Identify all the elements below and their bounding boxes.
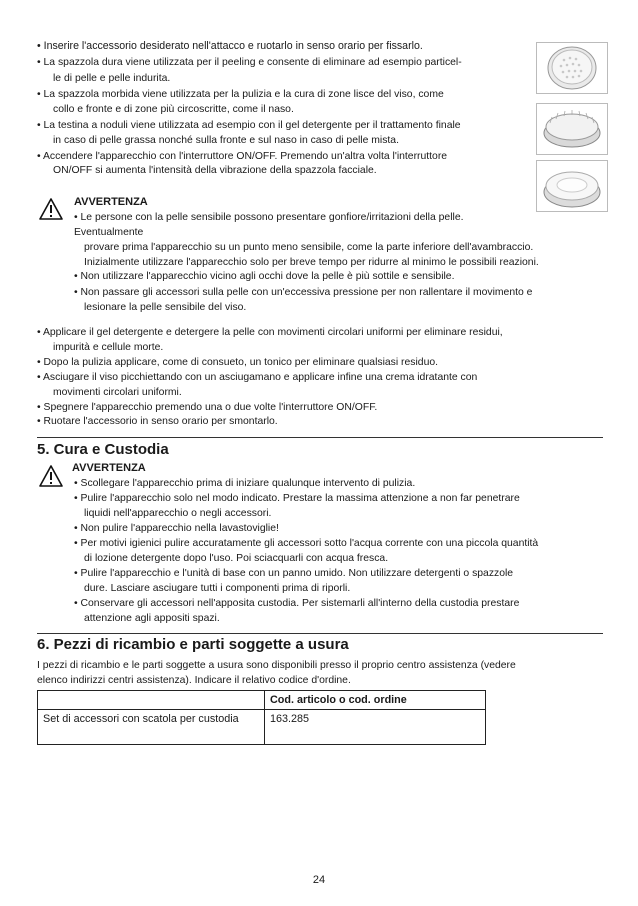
care-line: • Pulire l'apparecchio solo nel modo indicato. Prestare la massima attenzione a non far penetrare bbox=[74, 493, 520, 504]
table-header-row bbox=[38, 691, 486, 710]
warning-triangle-icon bbox=[38, 197, 64, 221]
usage-line: movimenti circolari uniformi. bbox=[53, 387, 182, 398]
warning-line: • Non passare gli accessori sulla pelle con un'eccessiva pressione per non rallentare il movimento e bbox=[74, 287, 533, 298]
intro-line: le di pelle e pelle indurita. bbox=[53, 73, 171, 84]
intro-line: • Inserire l'accessorio desiderato nell'attacco e ruotarlo in senso orario per fissarlo. bbox=[37, 40, 423, 52]
warning-line: Inizialmente utilizzare l'apparecchio solo per breve tempo per ridurre al minimo le possibili reazioni. bbox=[84, 257, 539, 268]
warning-title: AVVERTENZA bbox=[74, 196, 148, 208]
soft-brush-image bbox=[536, 103, 608, 155]
intro-line: collo e fronte e di zone più circoscritte, come il naso. bbox=[53, 104, 294, 115]
intro-line: • La spazzola morbida viene utilizzata per la pulizia e la cura di zone lisce del viso, come bbox=[37, 89, 444, 100]
section-5-heading: 5. Cura e Custodia bbox=[37, 441, 169, 458]
care-line: di lozione detergente dopo l'uso. Poi sciacquarli con acqua fresca. bbox=[84, 553, 389, 564]
usage-line: • Dopo la pulizia applicare, come di consueto, un tonico per eliminare qualsiasi residuo. bbox=[37, 357, 439, 368]
care-line: • Scollegare l'apparecchio prima di iniziare qualunque intervento di pulizia. bbox=[74, 478, 416, 489]
usage-line: • Ruotare l'accessorio in senso orario per smontarlo. bbox=[37, 416, 278, 427]
usage-line: impurità e cellule morte. bbox=[53, 342, 164, 353]
warning-title: AVVERTENZA bbox=[72, 462, 146, 474]
intro-line: • La testina a noduli viene utilizzata ad esempio con il gel detergente per il trattamento finale bbox=[37, 120, 461, 131]
table-cell: Set di accessori con scatola per custodia bbox=[38, 710, 265, 745]
warning-triangle-icon bbox=[38, 464, 64, 488]
table-cell: 163.285 bbox=[265, 710, 486, 745]
warning-line: Eventualmente bbox=[74, 227, 144, 238]
nodule-head-image bbox=[536, 160, 608, 212]
intro-line: • La spazzola dura viene utilizzata per il peeling e consente di eliminare ad esempio particel- bbox=[37, 57, 462, 68]
page-number: 24 bbox=[312, 874, 326, 886]
care-line: • Non pulire l'apparecchio nella lavastoviglie! bbox=[74, 523, 279, 534]
intro-line: • Accendere l'apparecchio con l'interruttore ON/OFF. Premendo un'altra volta l'interruttore bbox=[37, 151, 448, 162]
warning-line: • Le persone con la pelle sensibile possono presentare gonfiore/irritazioni della pelle. bbox=[74, 212, 464, 223]
table-row bbox=[38, 710, 486, 745]
care-line: dure. Lasciare asciugare tutti i componenti prima di riporli. bbox=[84, 583, 351, 594]
usage-line: • Applicare il gel detergente e detergere la pelle con movimenti circolari uniformi per eliminare residui, bbox=[37, 327, 503, 338]
table-header-cell: Cod. articolo o cod. ordine bbox=[265, 691, 486, 710]
section-6-body: I pezzi di ricambio e le parti soggette a usura sono disponibili presso il proprio centro assistenza (vedere bbox=[37, 660, 516, 671]
section-divider bbox=[37, 633, 603, 634]
parts-table bbox=[37, 690, 486, 745]
section-6-heading: 6. Pezzi di ricambio e parti soggette a usura bbox=[37, 636, 349, 653]
care-line: • Pulire l'apparecchio e l'unità di base con un panno umido. Non utilizzare detergenti o spazzole bbox=[74, 568, 514, 579]
warning-line: lesionare la pelle sensibile del viso. bbox=[84, 302, 247, 313]
section-6-body: elenco indirizzi centri assistenza). Indicare il relativo codice d'ordine. bbox=[37, 675, 351, 686]
care-line: attenzione agli appositi spazi. bbox=[84, 613, 220, 624]
care-line: • Per motivi igienici pulire accuratamente gli accessori sotto l'acqua corrente con una piccola quantità bbox=[74, 538, 539, 549]
care-line: liquidi nell'apparecchio o negli accessori. bbox=[84, 508, 272, 519]
intro-line: in caso di pelle grassa nonché sulla fronte e sul naso in caso di pelle mista. bbox=[53, 135, 399, 146]
section-divider bbox=[37, 437, 603, 438]
intro-line: ON/OFF si aumenta l'intensità della vibrazione della spazzola facciale. bbox=[53, 165, 377, 176]
usage-line: • Asciugare il viso picchiettando con un asciugamano e applicare infine una crema idratante con bbox=[37, 372, 478, 383]
warning-line: • Non utilizzare l'apparecchio vicino agli occhi dove la pelle è più sottile e sensibile. bbox=[74, 271, 455, 282]
warning-line: provare prima l'apparecchio su un punto meno sensibile, come la parte inferiore dell'avambraccio. bbox=[84, 242, 534, 253]
care-line: • Conservare gli accessori nell'apposita custodia. Per sistemarli all'interno della custodia prestare bbox=[74, 598, 520, 609]
usage-line: • Spegnere l'apparecchio premendo una o due volte l'interruttore ON/OFF. bbox=[37, 402, 378, 413]
hard-brush-image bbox=[536, 42, 608, 94]
table-header-cell bbox=[38, 691, 265, 710]
